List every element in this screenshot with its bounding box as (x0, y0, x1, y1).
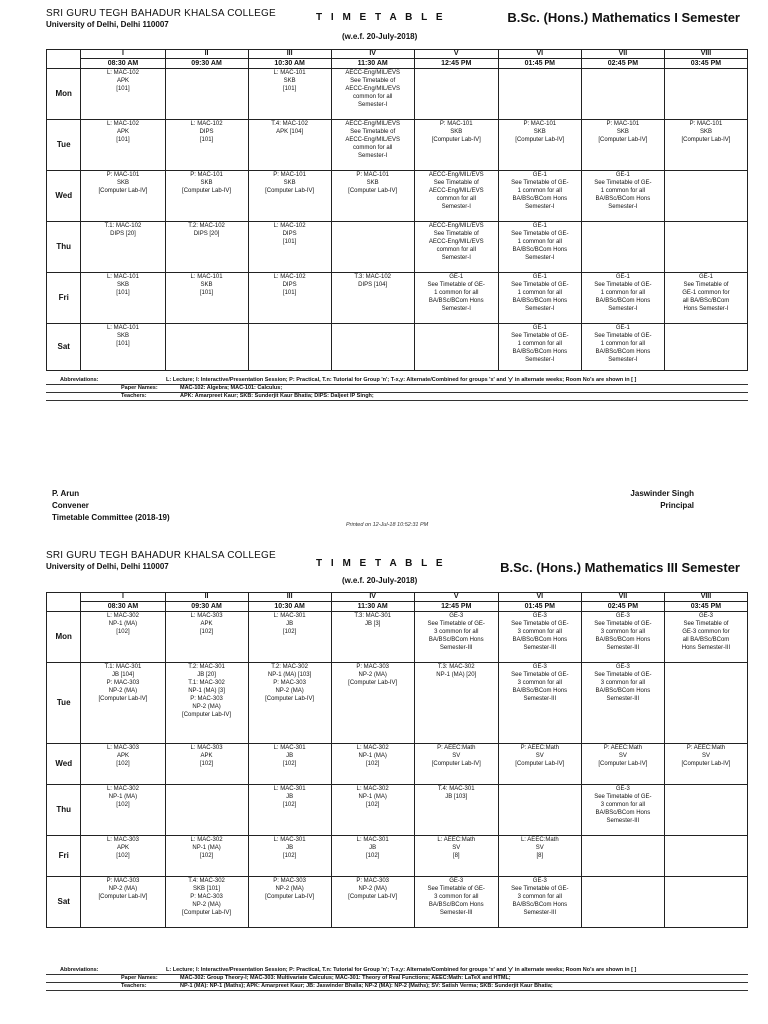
class-text: P: MAC-303 NP-2 (MA) [Computer Lab-IV] (98, 878, 148, 900)
period-header: II (165, 50, 248, 59)
period-header: VI (498, 593, 581, 602)
header-sem3 (46, 550, 746, 596)
class-cell (581, 612, 664, 663)
class-cell (414, 222, 498, 273)
day-label: Mon (47, 612, 81, 663)
class-text: T.3: MAC-102 DIPS [104] (354, 274, 392, 288)
day-label: Mon (47, 69, 81, 120)
class-text: GE-1 See Timetable of GE- 1 common for all BA/BSc/BCom Hons Semester-I (511, 325, 569, 363)
class-text: T.2: MAC-302 NP-1 (MA) [103] P: MAC-303 NP-2 (MA) [Computer Lab-IV] (265, 664, 315, 702)
class-text: T.4: MAC-302 SKB [101] P: MAC-303 NP-2 (MA) [Computer Lab-IV] (182, 878, 232, 916)
class-cell (81, 612, 165, 663)
class-cell (331, 877, 414, 928)
class-text: T.4: MAC-102 APK [104] (271, 121, 308, 135)
class-cell (414, 785, 498, 836)
class-text: P: MAC-101 SKB [Computer Lab-IV] (265, 172, 315, 194)
class-cell (664, 663, 747, 744)
effective-date: (w.e.f. 20-July-2018) (342, 576, 418, 585)
class-text: GE-3 See Timetable of GE- 3 common for all BA/BSc/BCom Hons Semester-III (511, 878, 569, 916)
class-cell (165, 273, 248, 324)
course-title: B.Sc. (Hons.) Mathematics III Semester (500, 560, 740, 575)
legend-sem3 (46, 967, 748, 991)
timetable-grid-sem1 (46, 49, 748, 371)
class-cell (331, 120, 414, 171)
day-label: Tue (47, 120, 81, 171)
class-text: L: MAC-302 NP-1 (MA) [102] (356, 745, 389, 767)
class-cell (165, 836, 248, 877)
class-text: L: MAC-301 JB [102] (356, 837, 389, 859)
class-cell (248, 877, 331, 928)
class-text: GE-3 See Timetable of GE- 3 common for all BA/BSc/BCom Hons Semester-III (511, 664, 569, 702)
class-cell (664, 171, 747, 222)
period-time: 11:30 AM (331, 59, 414, 69)
abbr-label: Abbreviations: (60, 377, 99, 383)
class-text: T.3: MAC-301 JB [3] (354, 613, 392, 627)
period-time: 03:45 PM (664, 602, 747, 612)
class-cell (331, 785, 414, 836)
class-text: GE-1 See Timetable of GE- 1 common for all BA/BSc/BCom Hons Semester-I (511, 172, 569, 210)
class-cell (81, 171, 165, 222)
class-text: P: MAC-303 NP-2 (MA) [Computer Lab-IV] (348, 878, 398, 900)
period-time: 02:45 PM (581, 59, 664, 69)
class-text: L: MAC-101 SKB [101] (106, 325, 139, 347)
class-cell (81, 663, 165, 744)
teachers-text: APK: Amarpreet Kaur; SKB: Sunderjit Kaur Bhatia; DIPS: Daljeet IP Singh; (180, 393, 374, 399)
period-header: III (248, 593, 331, 602)
class-text: L: MAC-102 DIPS [101] (190, 121, 223, 143)
principal-name: Jaswinder Singh (630, 489, 694, 498)
class-cell (581, 171, 664, 222)
class-text: AECC-Eng/MIL/EVS See Timetable of AECC-Eng/MIL/EVS common for all Semester-I (345, 121, 401, 159)
class-cell (581, 273, 664, 324)
class-text: T.1: MAC-102 DIPS [20] (104, 223, 142, 237)
timetable-title: T I M E T A B L E (316, 558, 446, 569)
class-cell (664, 836, 747, 877)
day-row (47, 171, 748, 222)
class-cell (165, 69, 248, 120)
day-row (47, 663, 748, 744)
class-cell (165, 744, 248, 785)
class-text: L: MAC-302 NP-1 (MA) [102] (190, 837, 223, 859)
class-cell (581, 222, 664, 273)
day-row (47, 785, 748, 836)
class-cell (165, 222, 248, 273)
class-cell (664, 877, 747, 928)
class-text: L: MAC-303 APK [102] (190, 745, 223, 767)
class-cell (664, 744, 747, 785)
class-cell (498, 69, 581, 120)
class-cell (414, 69, 498, 120)
abbr-label: Abbreviations: (60, 967, 99, 973)
corner-cell (47, 602, 81, 612)
class-cell (331, 222, 414, 273)
college-name: SRI GURU TEGH BAHADUR KHALSA COLLEGE (46, 550, 276, 561)
class-cell (81, 877, 165, 928)
period-header: V (414, 593, 498, 602)
class-cell (165, 171, 248, 222)
class-cell (498, 222, 581, 273)
class-cell (581, 324, 664, 371)
class-cell (248, 785, 331, 836)
course-title: B.Sc. (Hons.) Mathematics I Semester (507, 10, 740, 25)
period-header: II (165, 593, 248, 602)
class-text: L: MAC-301 JB [102] (273, 837, 306, 859)
class-cell (498, 877, 581, 928)
class-text: AECC-Eng/MIL/EVS See Timetable of AECC-Eng/MIL/EVS common for all Semester-I (345, 70, 401, 108)
class-cell (165, 120, 248, 171)
class-cell (581, 877, 664, 928)
class-text: P: MAC-303 NP-2 (MA) [Computer Lab-IV] (348, 664, 398, 686)
class-cell (414, 171, 498, 222)
papers-text: MAC-302: Group Theory-I; MAC-303: Multivariate Calculus; MAC-301: Theory of Real Functions; AEEC:Math: LaTeX and HTML; (180, 975, 511, 981)
class-cell (498, 612, 581, 663)
period-time: 12:45 PM (414, 602, 498, 612)
period-header: VIII (664, 50, 747, 59)
convener-name: P. Arun (52, 489, 80, 498)
class-text: L: MAC-102 DIPS [101] (273, 274, 306, 296)
corner-cell (47, 59, 81, 69)
class-text: GE-3 See Timetable of GE- 3 common for all BA/BSc/BCom Hons Semester-III (427, 878, 485, 916)
class-text: L: AEEC:Math SV [8] (520, 837, 559, 859)
class-text: L: MAC-302 NP-1 (MA) [102] (106, 786, 139, 808)
class-text: L: MAC-102 APK [101] (106, 121, 139, 143)
class-cell (248, 663, 331, 744)
class-cell (414, 612, 498, 663)
period-header: III (248, 50, 331, 59)
period-header: I (81, 593, 165, 602)
class-text: GE-1 See Timetable of GE- 1 common for all BA/BSc/BCom Hons Semester-I (511, 223, 569, 261)
class-text: L: MAC-301 JB [102] (273, 745, 306, 767)
class-cell (81, 120, 165, 171)
class-text: P: MAC-101 SKB [Computer Lab-IV] (515, 121, 565, 143)
abbr-text: L: Lecture; I: Interactive/Presentation Session; P: Practical, T.n: Tutorial for Group 'n'; T-x,y: Alternate/Combined for groups 'x' and 'y' in alternate weeks; Room No's are shown in [ ] (166, 377, 637, 383)
class-text: GE-1 See Timetable of GE- 1 common for all BA/BSc/BCom Hons Semester-I (594, 172, 652, 210)
day-row (47, 120, 748, 171)
period-time: 11:30 AM (331, 602, 414, 612)
college-name: SRI GURU TEGH BAHADUR KHALSA COLLEGE (46, 8, 276, 19)
class-text: GE-1 See Timetable of GE- 1 common for all BA/BSc/BCom Hons Semester-I (594, 325, 652, 363)
class-cell (81, 836, 165, 877)
period-header: VI (498, 50, 581, 59)
convener-title: Convener (52, 501, 89, 510)
period-header: IV (331, 593, 414, 602)
class-cell (498, 324, 581, 371)
class-cell (498, 171, 581, 222)
class-cell (248, 836, 331, 877)
class-cell (331, 324, 414, 371)
class-cell (414, 744, 498, 785)
class-cell (331, 663, 414, 744)
class-cell (248, 222, 331, 273)
class-cell (664, 324, 747, 371)
day-label: Thu (47, 785, 81, 836)
period-time: 01:45 PM (498, 602, 581, 612)
class-text: P: AEEC:Math SV [Computer Lab-IV] (681, 745, 731, 767)
class-cell (664, 69, 747, 120)
convener-block (52, 488, 170, 524)
class-text: L: MAC-101 SKB [101] (273, 70, 306, 92)
class-cell (165, 324, 248, 371)
class-cell (498, 744, 581, 785)
period-time: 02:45 PM (581, 602, 664, 612)
class-cell (248, 69, 331, 120)
class-cell (581, 69, 664, 120)
period-time: 03:45 PM (664, 59, 747, 69)
period-header: V (414, 50, 498, 59)
day-label: Sat (47, 877, 81, 928)
class-text: T.3: MAC-302 NP-1 (MA) [20] (436, 664, 477, 678)
class-text: AECC-Eng/MIL/EVS See Timetable of AECC-Eng/MIL/EVS common for all Semester-I (428, 172, 484, 210)
period-number-row (47, 593, 748, 602)
class-text: L: MAC-102 APK [101] (106, 70, 139, 92)
class-cell (664, 273, 747, 324)
class-text: GE-3 See Timetable of GE-3 common for all BA/BSc/BCom Hons Semester-III (681, 613, 731, 651)
period-header: I (81, 50, 165, 59)
class-cell (331, 836, 414, 877)
abbr-text: L: Lecture; I: Interactive/Presentation Session; P: Practical, T.n: Tutorial for Group 'n'; T-x,y: Alternate/Combined for groups 'x' and 'y' in alternate weeks; Room No's are shown in [ ] (166, 967, 637, 973)
class-cell (165, 785, 248, 836)
principal-block (630, 488, 694, 512)
day-label: Wed (47, 171, 81, 222)
period-time: 12:45 PM (414, 59, 498, 69)
period-number-row (47, 50, 748, 59)
papers-label: Paper Names: (121, 975, 158, 981)
class-text: P: AEEC:Math SV [Computer Lab-IV] (598, 745, 648, 767)
class-text: L: MAC-303 APK [102] (106, 837, 139, 859)
corner-cell (47, 593, 81, 602)
class-text: P: AEEC:Math SV [Computer Lab-IV] (431, 745, 481, 767)
period-time: 08:30 AM (81, 59, 165, 69)
class-text: L: MAC-301 JB [102] (273, 786, 306, 808)
class-text: GE-1 See Timetable of GE- 1 common for all BA/BSc/BCom Hons Semester-I (427, 274, 485, 312)
class-text: L: MAC-302 NP-1 (MA) [102] (106, 613, 139, 635)
class-cell (414, 877, 498, 928)
class-text: P: MAC-303 NP-2 (MA) [Computer Lab-IV] (265, 878, 315, 900)
period-header: VIII (664, 593, 747, 602)
class-text: GE-3 See Timetable of GE- 3 common for all BA/BSc/BCom Hons Semester-III (427, 613, 485, 651)
class-cell (248, 120, 331, 171)
printed-timestamp: Printed on 12-Jul-18 10:52:31 PM (346, 522, 429, 528)
class-cell (498, 836, 581, 877)
class-cell (498, 663, 581, 744)
class-text: L: MAC-101 SKB [101] (106, 274, 139, 296)
class-cell (581, 120, 664, 171)
class-cell (664, 120, 747, 171)
class-text: L: AEEC:Math SV [8] (437, 837, 476, 859)
class-text: GE-1 See Timetable of GE- 1 common for all BA/BSc/BCom Hons Semester-I (594, 274, 652, 312)
class-cell (331, 69, 414, 120)
class-text: GE-3 See Timetable of GE- 3 common for all BA/BSc/BCom Hons Semester-III (594, 786, 652, 824)
class-cell (414, 273, 498, 324)
period-time-row (47, 59, 748, 69)
committee-name: Timetable Committee (2018-19) (52, 513, 170, 522)
period-time: 10:30 AM (248, 59, 331, 69)
class-cell (498, 120, 581, 171)
class-cell (414, 324, 498, 371)
class-text: AECC-Eng/MIL/EVS See Timetable of AECC-Eng/MIL/EVS common for all Semester-I (428, 223, 484, 261)
period-time-row (47, 602, 748, 612)
class-cell (414, 120, 498, 171)
class-cell (331, 273, 414, 324)
class-cell (81, 785, 165, 836)
period-time: 01:45 PM (498, 59, 581, 69)
class-cell (165, 612, 248, 663)
class-cell (248, 612, 331, 663)
class-cell (248, 744, 331, 785)
period-time: 10:30 AM (248, 602, 331, 612)
class-text: L: MAC-301 JB [102] (273, 613, 306, 635)
class-text: P: MAC-101 SKB [Computer Lab-IV] (182, 172, 232, 194)
legend-sem1 (46, 377, 748, 401)
class-cell (331, 171, 414, 222)
class-text: GE-1 See Timetable of GE-1 common for all BA/BSc/BCom Hons Semester-I (682, 274, 730, 312)
class-text: L: MAC-101 SKB [101] (190, 274, 223, 296)
period-header: VII (581, 593, 664, 602)
day-label: Sat (47, 324, 81, 371)
principal-title: Principal (660, 501, 694, 510)
class-cell (664, 785, 747, 836)
day-label: Fri (47, 836, 81, 877)
class-cell (331, 612, 414, 663)
day-label: Wed (47, 744, 81, 785)
period-time: 09:30 AM (165, 602, 248, 612)
class-cell (165, 877, 248, 928)
period-time: 08:30 AM (81, 602, 165, 612)
class-text: P: AEEC:Math SV [Computer Lab-IV] (515, 745, 565, 767)
day-label: Tue (47, 663, 81, 744)
period-header: IV (331, 50, 414, 59)
timetable-grid-sem3 (46, 592, 748, 928)
period-header: VII (581, 50, 664, 59)
day-row (47, 612, 748, 663)
day-label: Fri (47, 273, 81, 324)
class-cell (664, 222, 747, 273)
period-time: 09:30 AM (165, 59, 248, 69)
class-text: T.2: MAC-102 DIPS [20] (188, 223, 225, 237)
class-cell (498, 785, 581, 836)
day-row (47, 836, 748, 877)
class-cell (414, 836, 498, 877)
class-cell (414, 663, 498, 744)
day-row (47, 877, 748, 928)
class-cell (581, 785, 664, 836)
class-text: GE-1 See Timetable of GE- 1 common for all BA/BSc/BCom Hons Semester-I (511, 274, 569, 312)
class-cell (81, 744, 165, 785)
class-cell (81, 222, 165, 273)
class-cell (581, 744, 664, 785)
day-row (47, 273, 748, 324)
university-name: University of Delhi, Delhi 110007 (46, 20, 169, 29)
header-sem1 (46, 8, 746, 54)
class-cell (165, 663, 248, 744)
class-text: GE-3 See Timetable of GE- 3 common for all BA/BSc/BCom Hons Semester-III (594, 613, 652, 651)
class-text: T.2: MAC-301 JB [20] T.1: MAC-302 NP-1 (MA) [3] P: MAC-303 NP-2 (MA) [Computer Lab-IV] (182, 664, 232, 718)
class-cell (581, 663, 664, 744)
class-text: P: MAC-101 SKB [Computer Lab-IV] (431, 121, 481, 143)
day-label: Thu (47, 222, 81, 273)
class-text: L: MAC-102 DIPS [101] (273, 223, 306, 245)
class-cell (248, 273, 331, 324)
teachers-text: NP-1 (MA): NP-1 (Maths); APK: Amarpreet Kaur; JB: Jaswinder Bhalla; NP-2 (MA): NP-2 (Maths); SV: Satish Verma; SKB: Sunderjit Kaur Bhatia; (180, 983, 553, 989)
class-text: P: MAC-101 SKB [Computer Lab-IV] (348, 172, 398, 194)
corner-cell (47, 50, 81, 59)
day-row (47, 222, 748, 273)
class-cell (81, 69, 165, 120)
day-row (47, 324, 748, 371)
university-name: University of Delhi, Delhi 110007 (46, 562, 169, 571)
class-cell (581, 836, 664, 877)
class-text: T.4: MAC-301 JB [103] (437, 786, 475, 800)
class-text: P: MAC-101 SKB [Computer Lab-IV] (98, 172, 148, 194)
class-cell (248, 324, 331, 371)
class-cell (248, 171, 331, 222)
teachers-label: Teachers: (121, 393, 147, 399)
papers-text: MAC-102: Algebra; MAC-101: Calculus; (180, 385, 283, 391)
class-text: P: MAC-101 SKB [Computer Lab-IV] (681, 121, 731, 143)
class-text: L: MAC-303 APK [102] (190, 613, 223, 635)
class-text: L: MAC-303 APK [102] (106, 745, 139, 767)
papers-label: Paper Names: (121, 385, 158, 391)
effective-date: (w.e.f. 20-July-2018) (342, 32, 418, 41)
day-row (47, 69, 748, 120)
class-cell (664, 612, 747, 663)
day-row (47, 744, 748, 785)
class-cell (331, 744, 414, 785)
class-text: GE-3 See Timetable of GE- 3 common for all BA/BSc/BCom Hons Semester-III (511, 613, 569, 651)
class-cell (498, 273, 581, 324)
class-text: P: MAC-101 SKB [Computer Lab-IV] (598, 121, 648, 143)
class-text: GE-3 See Timetable of GE- 3 common for all BA/BSc/BCom Hons Semester-III (594, 664, 652, 702)
class-cell (81, 273, 165, 324)
class-cell (81, 324, 165, 371)
class-text: T.1: MAC-301 JB [104] P: MAC-303 NP-2 (MA) [Computer Lab-IV] (98, 664, 148, 702)
class-text: L: MAC-302 NP-1 (MA) [102] (356, 786, 389, 808)
teachers-label: Teachers: (121, 983, 147, 989)
timetable-title: T I M E T A B L E (316, 12, 446, 23)
